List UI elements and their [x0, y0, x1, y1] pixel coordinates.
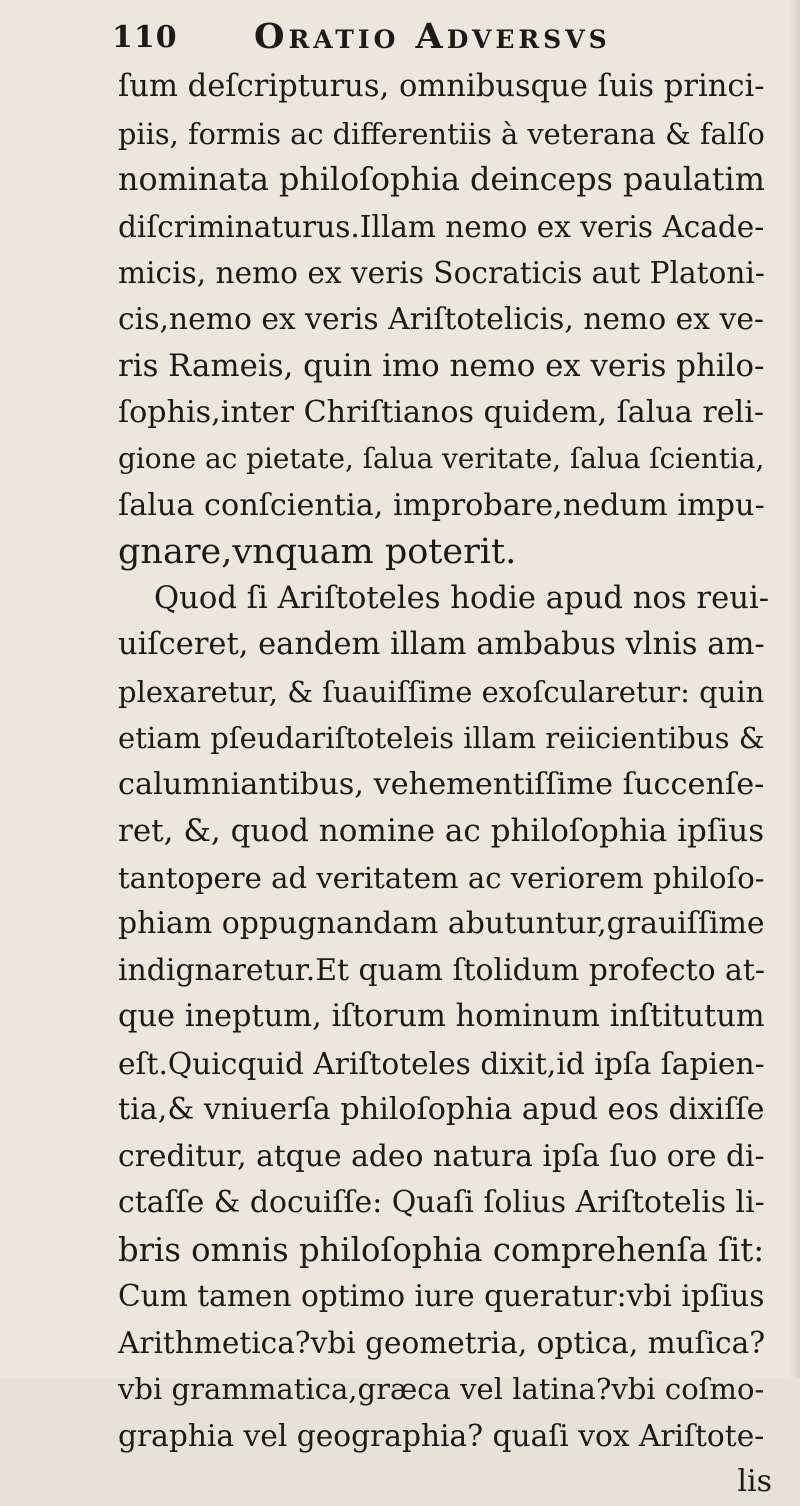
text-line: ſalua conſcientia, improbare,nedum impu-	[118, 487, 765, 523]
text-line: tantopere ad veritatem ac veriorem philoſo-	[118, 860, 765, 895]
text-line: Quod ſi Ariſtoteles hodie apud nos reui-	[154, 580, 770, 616]
text-line: tia,& vniuerſa philoſophia apud eos dixiſſe	[118, 1092, 765, 1127]
text-line: indignaretur.Et quam ſtolidum profecto at-	[118, 952, 765, 988]
page-header	[112, 8, 732, 58]
text-line: nominata philoſophia deinceps paulatim	[118, 162, 765, 198]
text-line: ctaſſe & docuiſſe: Quaſi ſolius Ariſtotelis li-	[118, 1185, 765, 1220]
text-line: cis,nemo ex veris Ariſtotelicis, nemo ex ve-	[118, 301, 764, 337]
running-head: Oratio Adversvs	[254, 16, 611, 57]
text-line: eſt.Quicquid Ariſtoteles dixit,id ipſa ſapien-	[118, 1045, 765, 1081]
text-line: ſum deſcripturus, omnibusque ſuis princi-	[118, 69, 765, 104]
text-line: uiſceret, eandem illam ambabus vlnis am-	[118, 627, 765, 662]
text-line: Cum tamen optimo iure queratur:vbi ipſius	[118, 1278, 765, 1313]
text-line: diſcriminaturus.Illam nemo ex veris Acade-	[118, 209, 765, 244]
text-line: que ineptum, iſtorum hominum inſtitutum	[118, 999, 765, 1034]
body-text	[118, 64, 778, 1506]
text-line: plexaretur, & ſuauiſſime exoſcularetur: quin	[118, 674, 765, 709]
text-line: gione ac pietate, ſalua veritate, ſalua ſcientia,	[118, 442, 765, 475]
text-line: etiam pſeudariſtoteleis illam reiicientibus &	[118, 721, 765, 755]
text-line: graphia vel geographia? quaſi vox Ariſtote-	[118, 1417, 765, 1453]
page-number: 110	[112, 20, 178, 55]
text-line: ris Rameis, quin imo nemo ex veris philo-	[118, 348, 765, 384]
text-line: piis, formis ac differentiis à veterana & falſo	[118, 116, 765, 151]
text-line: ret, &, quod nomine ac philoſophia ipſius	[118, 813, 765, 849]
text-line: micis, nemo ex veris Socraticis aut Platoni-	[118, 256, 765, 290]
text-line: bris omnis philoſophia comprehenſa ſit:	[118, 1230, 765, 1269]
text-line: phiam oppugnandam abutuntur,grauiſſime	[118, 906, 765, 941]
text-line: ſophis,inter Chriſtianos quidem, ſalua reli-	[118, 394, 765, 430]
text-line: vbi grammatica,græca vel latina?vbi coſmo-	[118, 1372, 765, 1406]
text-line: creditur, atque adeo natura ipſa ſuo ore di-	[118, 1138, 765, 1174]
text-line: Arithmetica?vbi geometria, optica, muſica?	[118, 1325, 766, 1360]
text-line: gnare,vnquam poterit.	[118, 532, 517, 572]
text-line: calumniantibus, vehementiſſime ſuccenſe-	[118, 766, 765, 802]
catchword: lis	[737, 1464, 772, 1499]
page-edge-shadow	[790, 0, 800, 1379]
